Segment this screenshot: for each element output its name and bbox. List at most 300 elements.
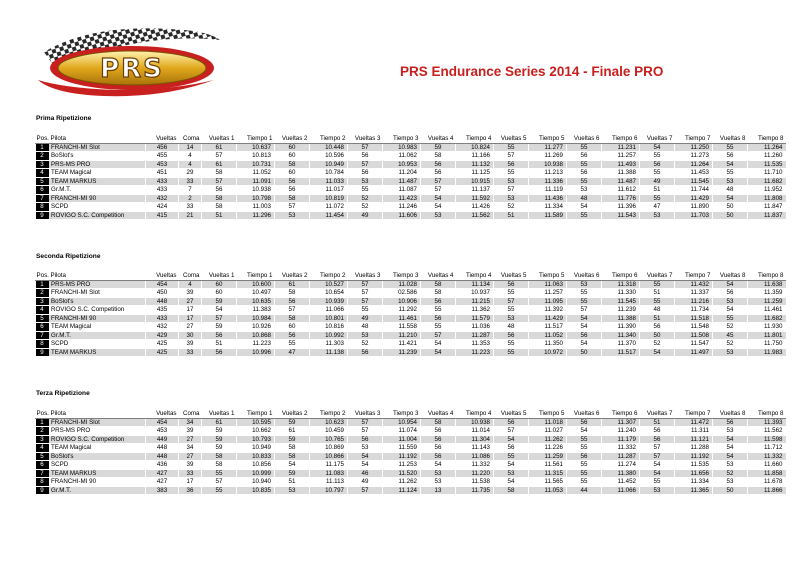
position-cell: 3 bbox=[36, 435, 49, 444]
value-cell: 44 bbox=[567, 486, 602, 495]
value-cell: 11.192 bbox=[383, 452, 421, 461]
value-cell: 58 bbox=[421, 418, 456, 427]
value-cell: 48 bbox=[348, 323, 383, 332]
value-cell: 11.837 bbox=[748, 211, 786, 220]
column-header: Vueltas 4 bbox=[421, 410, 456, 418]
value-cell: 54 bbox=[713, 306, 748, 315]
driver-cell: Gr.M.T. bbox=[49, 331, 146, 340]
value-cell: 453 bbox=[146, 427, 179, 436]
value-cell: 11.216 bbox=[675, 297, 713, 306]
value-cell: 59 bbox=[421, 143, 456, 152]
value-cell: 55 bbox=[567, 435, 602, 444]
value-cell: 54 bbox=[421, 194, 456, 203]
value-cell: 11.296 bbox=[237, 211, 275, 220]
value-cell: 57 bbox=[494, 152, 529, 161]
position-cell: 9 bbox=[36, 211, 49, 220]
value-cell: 11.432 bbox=[675, 280, 713, 289]
column-header: Tiempo 7 bbox=[675, 272, 713, 280]
value-cell: 57 bbox=[421, 186, 456, 195]
value-cell: 10.731 bbox=[237, 160, 275, 169]
driver-cell: FRANCHI-MI 90 bbox=[49, 314, 146, 323]
value-cell: 11.558 bbox=[383, 323, 421, 332]
column-header: Pos. bbox=[36, 135, 49, 142]
value-cell: 59 bbox=[202, 444, 237, 453]
column-header: Vueltas 8 bbox=[713, 410, 748, 418]
value-cell: 54 bbox=[567, 314, 602, 323]
value-cell: 11.538 bbox=[456, 478, 494, 487]
value-cell: 33 bbox=[179, 177, 202, 186]
value-cell: 30 bbox=[179, 331, 202, 340]
driver-cell: FRANCHI-MI Slot bbox=[49, 289, 146, 298]
value-cell: 10.869 bbox=[310, 444, 348, 453]
value-cell: 427 bbox=[146, 469, 179, 478]
value-cell: 11.543 bbox=[602, 211, 640, 220]
value-cell: 53 bbox=[348, 177, 383, 186]
value-cell: 14 bbox=[179, 143, 202, 152]
value-cell: 10.953 bbox=[383, 160, 421, 169]
value-cell: 56 bbox=[494, 280, 529, 289]
value-cell: 58 bbox=[202, 203, 237, 212]
value-cell: 54 bbox=[567, 203, 602, 212]
value-cell: 11.086 bbox=[456, 452, 494, 461]
value-cell: 54 bbox=[713, 435, 748, 444]
value-cell: 10.938 bbox=[237, 186, 275, 195]
value-cell: 59 bbox=[275, 469, 310, 478]
value-cell: 11.119 bbox=[529, 186, 567, 195]
value-cell: 11.332 bbox=[602, 444, 640, 453]
value-cell: 4 bbox=[179, 280, 202, 289]
value-cell: 56 bbox=[494, 160, 529, 169]
value-cell: 54 bbox=[567, 427, 602, 436]
value-cell: 11.426 bbox=[456, 203, 494, 212]
value-cell: 11.253 bbox=[383, 461, 421, 470]
value-cell: 10.954 bbox=[383, 418, 421, 427]
column-header: Tiempo 8 bbox=[748, 272, 786, 280]
value-cell: 55 bbox=[567, 478, 602, 487]
value-cell: 56 bbox=[275, 186, 310, 195]
value-cell: 46 bbox=[348, 469, 383, 478]
value-cell: 11.257 bbox=[529, 289, 567, 298]
table-row bbox=[36, 297, 786, 306]
column-header: Vueltas bbox=[146, 410, 179, 418]
value-cell: 55 bbox=[567, 160, 602, 169]
column-header: Vueltas 1 bbox=[202, 410, 237, 418]
value-cell: 27 bbox=[179, 323, 202, 332]
value-cell: 449 bbox=[146, 435, 179, 444]
value-cell: 11.303 bbox=[310, 340, 348, 349]
driver-cell: FRANCHI-MI Slot bbox=[49, 418, 146, 427]
value-cell: 52 bbox=[713, 469, 748, 478]
value-cell: 11.315 bbox=[529, 469, 567, 478]
value-cell: 51 bbox=[640, 186, 675, 195]
position-cell: 2 bbox=[36, 289, 49, 298]
value-cell: 52 bbox=[348, 340, 383, 349]
value-cell: 54 bbox=[421, 348, 456, 357]
position-cell: 6 bbox=[36, 186, 49, 195]
driver-cell: SCPD bbox=[49, 340, 146, 349]
value-cell: 02.586 bbox=[383, 289, 421, 298]
value-cell: 56 bbox=[567, 169, 602, 178]
value-cell: 11.223 bbox=[456, 348, 494, 357]
value-cell: 11.269 bbox=[529, 152, 567, 161]
value-cell: 11.017 bbox=[310, 186, 348, 195]
value-cell: 11.053 bbox=[529, 486, 567, 495]
value-cell: 52 bbox=[713, 323, 748, 332]
value-cell: 47 bbox=[275, 348, 310, 357]
prs-logo bbox=[34, 22, 224, 102]
position-cell: 7 bbox=[36, 469, 49, 478]
value-cell: 11.052 bbox=[529, 331, 567, 340]
table-row bbox=[36, 160, 786, 169]
value-cell: 51 bbox=[494, 211, 529, 220]
driver-cell: TEAM MARKUS bbox=[49, 469, 146, 478]
value-cell: 56 bbox=[640, 160, 675, 169]
value-cell: 49 bbox=[640, 177, 675, 186]
value-cell: 54 bbox=[348, 452, 383, 461]
value-cell: 427 bbox=[146, 478, 179, 487]
column-header: Vueltas bbox=[146, 135, 179, 143]
position-cell: 4 bbox=[36, 169, 49, 178]
value-cell: 11.712 bbox=[748, 444, 786, 453]
value-cell: 10.459 bbox=[310, 427, 348, 436]
value-cell: 11.166 bbox=[456, 152, 494, 161]
value-cell: 11.318 bbox=[602, 280, 640, 289]
driver-cell: SCPD bbox=[49, 461, 146, 470]
position-cell: 4 bbox=[36, 306, 49, 315]
column-header: Tiempo 2 bbox=[310, 410, 348, 418]
value-cell: 11.003 bbox=[237, 203, 275, 212]
column-header: Tiempo 3 bbox=[383, 272, 421, 280]
driver-cell: FRANCHI-MI 90 bbox=[49, 478, 146, 487]
position-cell: 9 bbox=[36, 348, 49, 357]
position-cell: 8 bbox=[36, 478, 49, 487]
value-cell: 11.334 bbox=[529, 203, 567, 212]
position-cell: 4 bbox=[36, 444, 49, 453]
value-cell: 53 bbox=[640, 211, 675, 220]
value-cell: 11.983 bbox=[748, 348, 786, 357]
value-cell: 11.388 bbox=[602, 314, 640, 323]
column-header: Pilota bbox=[49, 135, 146, 143]
value-cell: 10.595 bbox=[237, 418, 275, 427]
value-cell: 55 bbox=[567, 444, 602, 453]
value-cell: 10.938 bbox=[456, 418, 494, 427]
value-cell: 56 bbox=[421, 297, 456, 306]
value-cell: 11.678 bbox=[748, 478, 786, 487]
value-cell: 58 bbox=[275, 160, 310, 169]
column-header: Vueltas 2 bbox=[275, 135, 310, 143]
value-cell: 11.735 bbox=[456, 486, 494, 495]
value-cell: 11.246 bbox=[383, 203, 421, 212]
value-cell: 36 bbox=[179, 486, 202, 495]
value-cell: 11.452 bbox=[602, 478, 640, 487]
value-cell: 54 bbox=[494, 478, 529, 487]
value-cell: 56 bbox=[494, 444, 529, 453]
value-cell: 53 bbox=[640, 486, 675, 495]
value-cell: 10.940 bbox=[237, 478, 275, 487]
value-cell: 11.260 bbox=[748, 152, 786, 161]
value-cell: 56 bbox=[421, 444, 456, 453]
value-cell: 48 bbox=[713, 186, 748, 195]
value-cell: 11.332 bbox=[748, 452, 786, 461]
section-title-1: Prima Ripetizione bbox=[36, 115, 92, 122]
value-cell: 451 bbox=[146, 169, 179, 178]
value-cell: 56 bbox=[202, 348, 237, 357]
position-cell: 1 bbox=[36, 143, 49, 152]
value-cell: 54 bbox=[640, 143, 675, 152]
value-cell: 11.091 bbox=[237, 177, 275, 186]
value-cell: 10.972 bbox=[529, 348, 567, 357]
column-header: Tiempo 5 bbox=[529, 135, 567, 143]
value-cell: 56 bbox=[275, 177, 310, 186]
value-cell: 55 bbox=[421, 306, 456, 315]
value-cell: 53 bbox=[713, 427, 748, 436]
value-cell: 11.330 bbox=[602, 289, 640, 298]
value-cell: 11.388 bbox=[602, 169, 640, 178]
value-cell: 432 bbox=[146, 323, 179, 332]
value-cell: 57 bbox=[202, 152, 237, 161]
value-cell: 55 bbox=[640, 152, 675, 161]
value-cell: 56 bbox=[348, 152, 383, 161]
value-cell: 59 bbox=[202, 297, 237, 306]
value-cell: 56 bbox=[494, 331, 529, 340]
driver-cell: PRS-MS PRO bbox=[49, 427, 146, 436]
driver-cell: ROVIGO S.C. Competition bbox=[49, 435, 146, 444]
value-cell: 56 bbox=[348, 435, 383, 444]
column-header: Pilota bbox=[49, 410, 146, 418]
value-cell: 39 bbox=[179, 461, 202, 470]
column-header: Vueltas 7 bbox=[640, 272, 675, 280]
value-cell: 11.062 bbox=[383, 152, 421, 161]
value-cell: 11.517 bbox=[529, 323, 567, 332]
column-header: Tiempo 2 bbox=[310, 135, 348, 143]
value-cell: 51 bbox=[202, 340, 237, 349]
position-cell: 5 bbox=[36, 314, 49, 323]
table-row bbox=[36, 418, 786, 427]
value-cell: 55 bbox=[494, 289, 529, 298]
value-cell: 11.682 bbox=[748, 177, 786, 186]
value-cell: 55 bbox=[567, 461, 602, 470]
value-cell: 60 bbox=[202, 280, 237, 289]
value-cell: 56 bbox=[421, 314, 456, 323]
column-header: Tiempo 4 bbox=[456, 272, 494, 280]
value-cell: 53 bbox=[421, 469, 456, 478]
value-cell: 11.287 bbox=[456, 331, 494, 340]
value-cell: 11.520 bbox=[383, 469, 421, 478]
column-header: Vueltas 1 bbox=[202, 135, 237, 143]
value-cell: 454 bbox=[146, 280, 179, 289]
value-cell: 11.137 bbox=[456, 186, 494, 195]
value-cell: 429 bbox=[146, 331, 179, 340]
value-cell: 7 bbox=[179, 186, 202, 195]
value-cell: 50 bbox=[713, 211, 748, 220]
value-cell: 60 bbox=[275, 323, 310, 332]
position-cell: 1 bbox=[36, 280, 49, 289]
value-cell: 53 bbox=[494, 314, 529, 323]
value-cell: 11.192 bbox=[675, 452, 713, 461]
value-cell: 11.340 bbox=[602, 331, 640, 340]
value-cell: 58 bbox=[421, 152, 456, 161]
value-cell: 11.262 bbox=[529, 435, 567, 444]
value-cell: 56 bbox=[202, 186, 237, 195]
value-cell: 55 bbox=[202, 469, 237, 478]
value-cell: 11.508 bbox=[675, 331, 713, 340]
column-header: Tiempo 6 bbox=[602, 272, 640, 280]
value-cell: 11.179 bbox=[602, 435, 640, 444]
driver-cell: Gr.M.T. bbox=[49, 186, 146, 195]
position-cell: 7 bbox=[36, 331, 49, 340]
value-cell: 55 bbox=[640, 280, 675, 289]
table-row bbox=[36, 306, 786, 315]
table-row bbox=[36, 194, 786, 203]
value-cell: 53 bbox=[275, 486, 310, 495]
value-cell: 11.776 bbox=[602, 194, 640, 203]
value-cell: 57 bbox=[202, 478, 237, 487]
value-cell: 53 bbox=[494, 469, 529, 478]
value-cell: 11.273 bbox=[675, 152, 713, 161]
column-header: Tiempo 4 bbox=[456, 410, 494, 418]
value-cell: 11.336 bbox=[529, 177, 567, 186]
value-cell: 61 bbox=[202, 418, 237, 427]
value-cell: 11.063 bbox=[529, 280, 567, 289]
value-cell: 10.623 bbox=[310, 418, 348, 427]
value-cell: 55 bbox=[348, 306, 383, 315]
value-cell: 52 bbox=[713, 340, 748, 349]
value-cell: 10.765 bbox=[310, 435, 348, 444]
position-cell: 8 bbox=[36, 340, 49, 349]
column-header: Coma bbox=[179, 272, 202, 280]
value-cell: 11.121 bbox=[675, 435, 713, 444]
value-cell: 11.518 bbox=[675, 314, 713, 323]
value-cell: 56 bbox=[640, 435, 675, 444]
value-cell: 10.600 bbox=[237, 280, 275, 289]
value-cell: 56 bbox=[348, 169, 383, 178]
value-cell: 58 bbox=[202, 452, 237, 461]
value-cell: 55 bbox=[202, 486, 237, 495]
column-header: Vueltas 3 bbox=[348, 410, 383, 418]
value-cell: 56 bbox=[421, 427, 456, 436]
table-row bbox=[36, 314, 786, 323]
value-cell: 11.259 bbox=[748, 297, 786, 306]
value-cell: 51 bbox=[275, 478, 310, 487]
value-cell: 432 bbox=[146, 194, 179, 203]
value-cell: 10.797 bbox=[310, 486, 348, 495]
value-cell: 54 bbox=[348, 461, 383, 470]
value-cell: 56 bbox=[567, 418, 602, 427]
value-cell: 57 bbox=[421, 331, 456, 340]
value-cell: 11.124 bbox=[383, 486, 421, 495]
column-header: Vueltas 7 bbox=[640, 135, 675, 143]
value-cell: 10.654 bbox=[310, 289, 348, 298]
value-cell: 39 bbox=[179, 427, 202, 436]
value-cell: 11.561 bbox=[529, 461, 567, 470]
value-cell: 58 bbox=[421, 289, 456, 298]
value-cell: 56 bbox=[348, 348, 383, 357]
value-cell: 454 bbox=[146, 418, 179, 427]
results-table-3 bbox=[35, 410, 786, 495]
column-header: Tiempo 1 bbox=[237, 272, 275, 280]
value-cell: 50 bbox=[713, 486, 748, 495]
driver-cell: PRS-MS PRO bbox=[49, 280, 146, 289]
value-cell: 448 bbox=[146, 444, 179, 453]
value-cell: 53 bbox=[713, 478, 748, 487]
value-cell: 10.856 bbox=[237, 461, 275, 470]
value-cell: 11.429 bbox=[529, 314, 567, 323]
value-cell: 61 bbox=[202, 160, 237, 169]
position-cell: 3 bbox=[36, 160, 49, 169]
position-cell: 5 bbox=[36, 452, 49, 461]
column-header: Tiempo 3 bbox=[383, 135, 421, 143]
value-cell: 54 bbox=[494, 461, 529, 470]
column-header: Pilota bbox=[49, 272, 146, 280]
value-cell: 4 bbox=[179, 152, 202, 161]
value-cell: 17 bbox=[179, 314, 202, 323]
column-header: Coma bbox=[179, 410, 202, 418]
table-row bbox=[36, 177, 786, 186]
value-cell: 11.423 bbox=[383, 194, 421, 203]
table-row bbox=[36, 444, 786, 453]
value-cell: 10.835 bbox=[237, 486, 275, 495]
value-cell: 53 bbox=[567, 186, 602, 195]
value-cell: 10.866 bbox=[310, 452, 348, 461]
value-cell: 11.579 bbox=[456, 314, 494, 323]
value-cell: 11.383 bbox=[237, 306, 275, 315]
column-header: Pos. bbox=[36, 410, 49, 417]
value-cell: 54 bbox=[713, 160, 748, 169]
value-cell: 54 bbox=[421, 461, 456, 470]
table-row bbox=[36, 427, 786, 436]
section-title-3: Terza Ripetizione bbox=[36, 390, 90, 397]
column-header: Vueltas 7 bbox=[640, 410, 675, 418]
value-cell: 10.819 bbox=[310, 194, 348, 203]
results-table-1 bbox=[35, 135, 786, 220]
value-cell: 53 bbox=[421, 211, 456, 220]
value-cell: 61 bbox=[275, 427, 310, 436]
value-cell: 53 bbox=[348, 331, 383, 340]
value-cell: 54 bbox=[275, 461, 310, 470]
value-cell: 54 bbox=[713, 452, 748, 461]
position-cell: 7 bbox=[36, 194, 49, 203]
value-cell: 4 bbox=[179, 160, 202, 169]
column-header: Pos. bbox=[36, 272, 49, 279]
table-row bbox=[36, 469, 786, 478]
value-cell: 11.535 bbox=[748, 160, 786, 169]
value-cell: 55 bbox=[567, 211, 602, 220]
value-cell: 11.734 bbox=[675, 306, 713, 315]
column-header: Tiempo 3 bbox=[383, 410, 421, 418]
value-cell: 29 bbox=[179, 169, 202, 178]
column-header: Tiempo 7 bbox=[675, 410, 713, 418]
value-cell: 55 bbox=[567, 143, 602, 152]
column-header: Vueltas 8 bbox=[713, 272, 748, 280]
value-cell: 52 bbox=[640, 340, 675, 349]
value-cell: 11.223 bbox=[237, 340, 275, 349]
value-cell: 60 bbox=[275, 143, 310, 152]
position-cell: 2 bbox=[36, 427, 49, 436]
driver-cell: TEAM Magical bbox=[49, 169, 146, 178]
table-row bbox=[36, 340, 786, 349]
column-header: Tiempo 8 bbox=[748, 410, 786, 418]
value-cell: 11.808 bbox=[748, 194, 786, 203]
value-cell: 55 bbox=[640, 478, 675, 487]
value-cell: 11.517 bbox=[602, 348, 640, 357]
table-row bbox=[36, 461, 786, 470]
value-cell: 10.949 bbox=[237, 444, 275, 453]
value-cell: 10.662 bbox=[237, 427, 275, 436]
column-header: Vueltas 2 bbox=[275, 410, 310, 418]
value-cell: 11.393 bbox=[748, 418, 786, 427]
value-cell: 56 bbox=[713, 289, 748, 298]
value-cell: 436 bbox=[146, 461, 179, 470]
